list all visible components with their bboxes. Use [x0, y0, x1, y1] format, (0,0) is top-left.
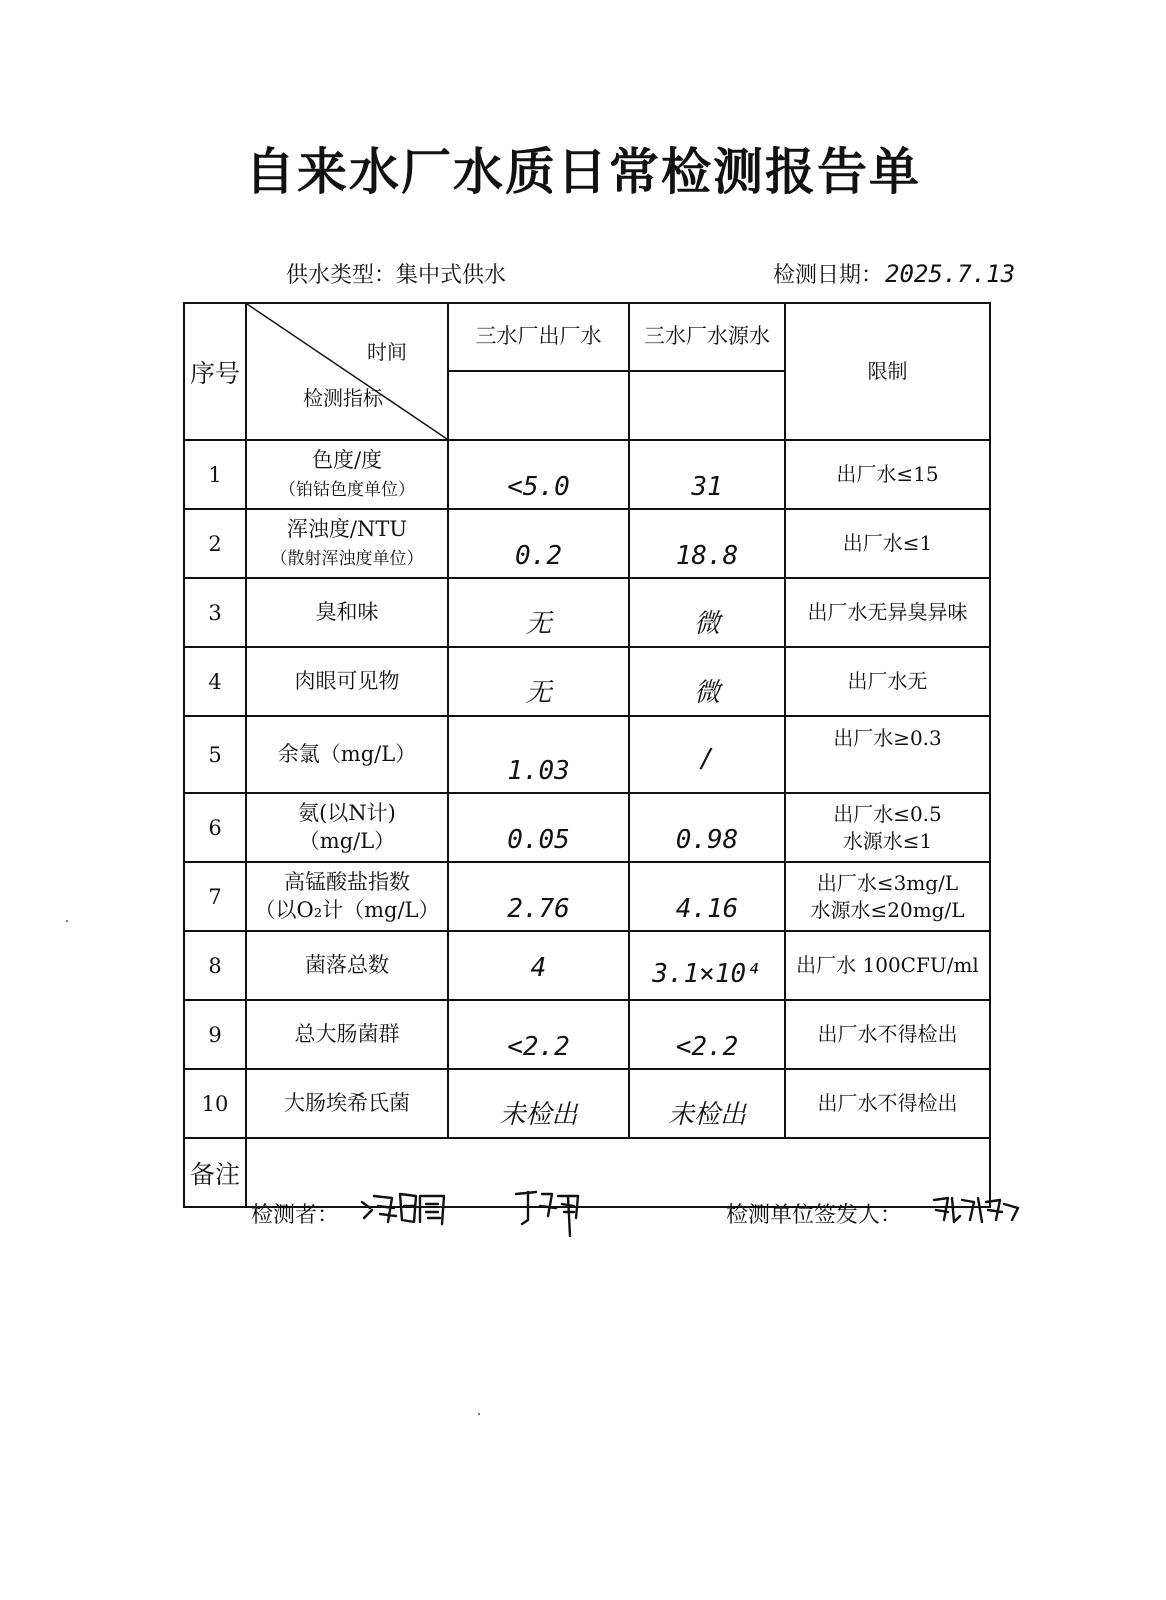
item-name: 色度/度 [311, 448, 383, 473]
factory-value: 1.03 [507, 756, 570, 786]
limit-text: 出厂水无 [847, 669, 928, 693]
seq-cell: 2 [184, 509, 246, 578]
factory-value: 2.76 [507, 894, 570, 924]
source-value: <2.2 [675, 1032, 739, 1062]
table-row [184, 862, 990, 931]
test-date [773, 258, 1015, 289]
limit-text-2: 水源水≤1 [842, 828, 933, 853]
scan-speck [66, 920, 68, 922]
seq-cell: 10 [184, 1069, 246, 1138]
source-value: 18.8 [675, 541, 739, 571]
item-unit: （散射浑浊度单位） [270, 548, 424, 569]
source-value-cell [629, 1069, 785, 1138]
issuer-signature [930, 1190, 1022, 1228]
item-cell [246, 931, 448, 1000]
limit-text: 出厂水≥0.3 [833, 726, 942, 750]
item-cell [246, 716, 448, 793]
col-header-source: 三水厂水源水 [629, 303, 785, 371]
test-date-label: 检测日期： [773, 263, 884, 288]
seq-cell: 5 [184, 716, 246, 793]
source-value-cell [629, 716, 785, 793]
item-name: 余氯（mg/L） [277, 741, 417, 766]
remark-row [184, 1138, 990, 1207]
source-value-cell [629, 793, 785, 862]
source-value: / [699, 744, 715, 774]
item-unit: （mg/L） [298, 828, 396, 853]
factory-value-cell [448, 440, 629, 509]
report-table [183, 302, 991, 1208]
seq-cell: 8 [184, 931, 246, 1000]
source-value: 3.1×10⁴ [652, 959, 762, 989]
item-name: 菌落总数 [305, 952, 389, 977]
limit-text: 出厂水不得检出 [817, 1091, 958, 1115]
col-header-factory: 三水厂出厂水 [448, 303, 629, 371]
scan-speck [478, 1413, 480, 1415]
test-date-value: 2025.7.13 [885, 260, 1016, 288]
limit-cell [785, 1069, 990, 1138]
limit-text: 出厂水≤15 [836, 462, 939, 486]
table-header-row [184, 303, 990, 371]
seq-cell: 3 [184, 578, 246, 647]
seq-cell: 6 [184, 793, 246, 862]
factory-value-cell [448, 578, 629, 647]
factory-value-cell [448, 1069, 629, 1138]
factory-value-cell [448, 647, 629, 716]
item-name: 大肠埃希氏菌 [284, 1090, 410, 1115]
limit-text: 出厂水≤3mg/L [816, 870, 959, 895]
factory-value: 无 [525, 609, 552, 639]
limit-text: 出厂水 100CFU/ml [796, 953, 979, 977]
source-value: 微 [693, 609, 720, 639]
source-value-cell [629, 931, 785, 1000]
issuer-label: 检测单位签发人： [726, 1203, 903, 1228]
item-unit: （铂钴色度单位） [279, 479, 415, 500]
factory-value-cell [448, 931, 629, 1000]
item-cell [246, 1069, 448, 1138]
item-name: 肉眼可见物 [294, 668, 400, 693]
item-cell [246, 647, 448, 716]
tester-signature-1 [358, 1188, 458, 1228]
diagonal-line [247, 304, 447, 439]
factory-value-cell [448, 509, 629, 578]
item-name: 氨(以N计) [298, 801, 396, 826]
source-value-cell [629, 862, 785, 931]
factory-value: 4 [530, 953, 547, 983]
source-value: 未检出 [667, 1100, 746, 1130]
source-value-cell [629, 509, 785, 578]
item-cell [246, 440, 448, 509]
factory-value: 0.05 [507, 825, 570, 855]
source-value: 4.16 [675, 894, 739, 924]
tester-signature-2 [512, 1186, 584, 1238]
item-cell [246, 509, 448, 578]
diagonal-header-cell [246, 303, 448, 440]
factory-value: <2.2 [507, 1032, 570, 1062]
item-unit: （以O₂计（mg/L） [254, 897, 440, 922]
source-value-cell [629, 578, 785, 647]
factory-value: <5.0 [507, 472, 570, 502]
seq-header: 序号 [184, 303, 246, 440]
source-value-cell [629, 440, 785, 509]
item-cell [246, 578, 448, 647]
table-row [184, 1000, 990, 1069]
factory-value-cell [448, 862, 629, 931]
limit-text: 出厂水无异臭异味 [807, 600, 968, 624]
source-value: 31 [691, 472, 723, 502]
limit-cell [785, 862, 990, 931]
diag-index-label: 检测指标 [303, 386, 383, 410]
item-name: 臭和味 [315, 599, 379, 624]
remark-header: 备注 [184, 1138, 246, 1207]
tester-label: 检测者： [251, 1203, 340, 1228]
factory-value: 0.2 [515, 541, 562, 571]
source-value: 微 [693, 678, 720, 708]
factory-value: 未检出 [499, 1100, 578, 1130]
limit-cell [785, 793, 990, 862]
source-value-cell [629, 647, 785, 716]
item-name: 高锰酸盐指数 [284, 870, 410, 895]
limit-cell [785, 1000, 990, 1069]
source-value-cell [629, 1000, 785, 1069]
seq-cell: 4 [184, 647, 246, 716]
table-row [184, 509, 990, 578]
seq-cell: 9 [184, 1000, 246, 1069]
factory-value-cell [448, 716, 629, 793]
seq-cell: 7 [184, 862, 246, 931]
diag-time-label: 时间 [367, 340, 407, 364]
col-header-limit: 限制 [785, 303, 990, 440]
limit-text: 出厂水不得检出 [817, 1022, 958, 1046]
limit-cell [785, 440, 990, 509]
item-cell [246, 793, 448, 862]
item-name: 总大肠菌群 [294, 1021, 400, 1046]
limit-cell [785, 931, 990, 1000]
table-row [184, 1069, 990, 1138]
item-cell [246, 1000, 448, 1069]
factory-value: 无 [525, 678, 552, 708]
limit-text: 出厂水≤1 [842, 531, 933, 555]
table-row [184, 578, 990, 647]
limit-text: 出厂水≤0.5 [833, 801, 942, 826]
table-row [184, 793, 990, 862]
table-row [184, 440, 990, 509]
table-row [184, 931, 990, 1000]
factory-value-cell [448, 793, 629, 862]
factory-value-cell [448, 1000, 629, 1069]
supply-type: 供水类型：集中式供水 [286, 263, 507, 288]
source-value: 0.98 [675, 825, 739, 855]
item-name: 浑浊度/NTU [286, 517, 408, 542]
table-row [184, 716, 990, 793]
source-time-cell [629, 371, 785, 440]
factory-time-cell [448, 371, 629, 440]
limit-text-2: 水源水≤20mg/L [810, 897, 965, 922]
limit-cell [785, 647, 990, 716]
report-title: 自来水厂水质日常检测报告单 [245, 143, 921, 201]
seq-cell: 1 [184, 440, 246, 509]
limit-cell [785, 509, 990, 578]
table-row [184, 647, 990, 716]
limit-cell [785, 578, 990, 647]
item-cell [246, 862, 448, 931]
limit-cell [785, 716, 990, 793]
